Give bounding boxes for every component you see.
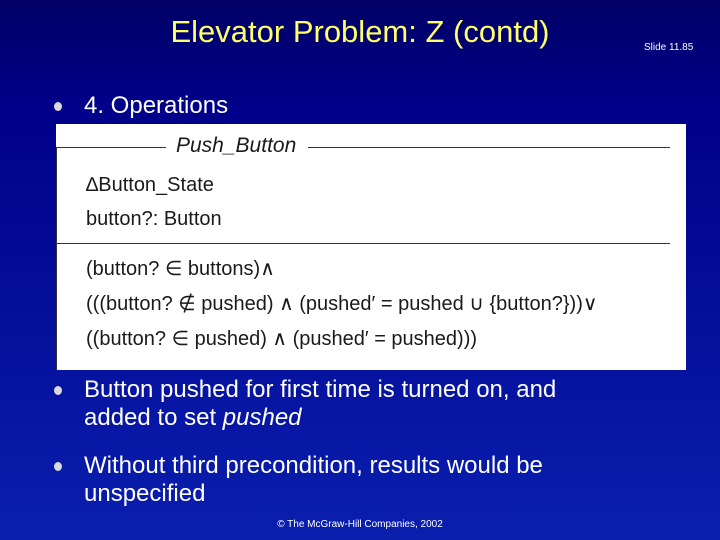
schema-left-rule <box>56 147 57 370</box>
bullet-line-2: unspecified <box>84 480 206 507</box>
slide-title: Elevator Problem: Z (contd) <box>170 14 550 49</box>
bullet-line-2 <box>84 404 556 432</box>
schema-name: Push_Button <box>176 134 297 157</box>
schema-predicate-line-1: (button? ∈ buttons)∧ <box>86 258 275 280</box>
copyright-footer: © The McGraw-Hill Companies, 2002 <box>277 519 443 530</box>
bullet-text: 4. Operations <box>84 92 229 119</box>
bullet-operations <box>84 92 228 120</box>
schema-top-rule-right <box>308 147 670 148</box>
schema-predicate-line-2: (((button? ∉ pushed) ∧ (pushed′ = pushed ∪ {button?}))∨ <box>86 293 598 315</box>
schema-delta-line: ∆Button_State <box>86 174 214 196</box>
bullet-dot-icon <box>54 462 62 471</box>
bullet-emphasis-pushed: pushed <box>222 404 302 431</box>
schema-declaration-line: button?: Button <box>86 208 222 230</box>
schema-divider-rule <box>56 243 670 244</box>
bullet-line-1: Button pushed for first time is turned on, and <box>84 376 557 403</box>
slide-number: Slide 11.85 <box>644 42 694 53</box>
bullet-without-precondition <box>84 452 543 508</box>
bullet-line-1: Without third precondition, results would be <box>84 452 543 479</box>
bullet-dot-icon <box>54 386 62 395</box>
schema-top-rule-left <box>56 147 166 148</box>
schema-predicate-line-3: ((button? ∈ pushed) ∧ (pushed′ = pushed))) <box>86 328 478 350</box>
bullet-first-time <box>84 376 556 432</box>
bullet-dot-icon <box>54 102 62 111</box>
bullet-line-2-prefix: added to set <box>84 404 223 431</box>
z-schema-push-button <box>56 124 686 370</box>
